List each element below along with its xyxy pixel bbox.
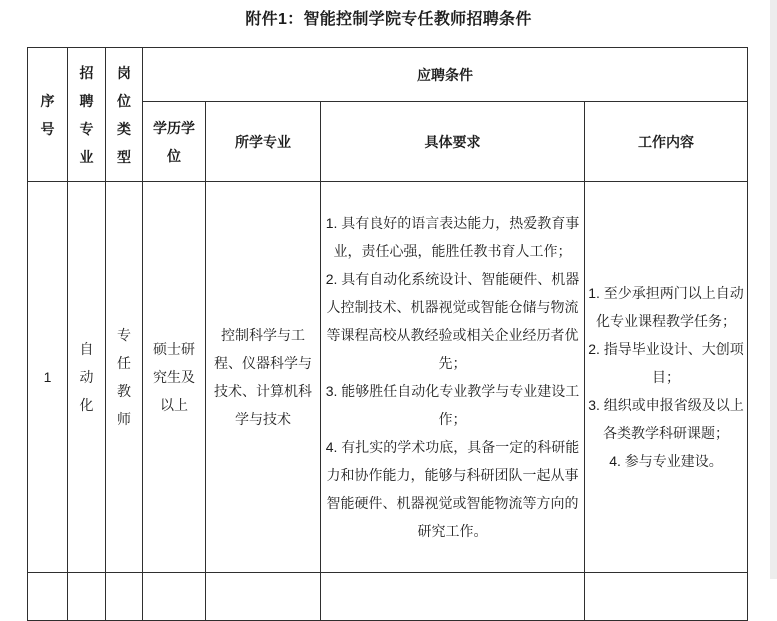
table-row-clipped [28,573,748,621]
duty-item: 2. 指导毕业设计、大创项目； [588,341,744,385]
duty-item: 1. 至少承担两门以上自动化专业课程教学任务； [588,285,744,329]
column-header-degree [143,102,206,182]
column-header-recruit-major-label: 招聘专业 [79,64,94,165]
cell-degree-text: 硕士研究生及以上 [153,341,195,413]
header-row-top [28,48,748,102]
cell-position-type-text: 专任教师 [117,327,131,427]
cell-empty [106,573,143,621]
column-header-position-type-label: 岗位类型 [117,64,131,165]
column-header-serial-label: 序号 [40,92,55,137]
requirement-item: 1. 具有良好的语言表达能力，热爱教育事业，责任心强，能胜任教书育人工作； [325,215,580,259]
page-title: 附件1：智能控制学院专任教师招聘条件 [245,11,532,28]
table-row [28,182,748,573]
column-header-serial [28,48,68,182]
cell-empty [321,573,585,621]
cell-position-type [106,182,143,573]
cell-empty [68,573,106,621]
duty-item: 4. 参与专业建设。 [609,453,723,469]
column-header-duties: 工作内容 [585,102,748,182]
column-group-conditions: 应聘条件 [143,48,748,102]
cell-empty [28,573,68,621]
column-header-studied-major: 所学专业 [206,102,321,182]
cell-empty [585,573,748,621]
column-header-requirements: 具体要求 [321,102,585,182]
recruitment-table [27,47,748,621]
cell-duties [585,182,748,573]
cell-empty [143,573,206,621]
column-header-recruit-major [68,48,106,182]
requirement-item: 3. 能够胜任自动化专业教学与专业建设工作； [325,383,580,427]
cell-requirements [321,182,585,573]
column-header-position-type [106,48,143,182]
cell-serial: 1 [28,182,68,573]
window-edge-strip [770,0,777,579]
column-header-degree-label: 学历学位 [153,119,195,164]
cell-degree [143,182,206,573]
cell-studied-major-text: 控制科学与工程、仪器科学与技术、计算机科学与技术 [214,327,312,427]
cell-recruit-major-text: 自动化 [79,341,94,413]
cell-studied-major [206,182,321,573]
duty-item: 3. 组织或申报省级及以上各类教学科研课题； [588,397,744,441]
requirement-item: 2. 具有自动化系统设计、智能硬件、机器人控制技术、机器视觉或智能仓储与物流等课程高校从教经验或相关企业经历者优先； [325,271,580,371]
requirement-item: 4. 有扎实的学术功底，具备一定的科研能力和协作能力，能够与科研团队一起从事智能硬件、机器视觉或智能物流等方向的研究工作。 [325,439,580,539]
cell-empty [206,573,321,621]
cell-recruit-major [68,182,106,573]
